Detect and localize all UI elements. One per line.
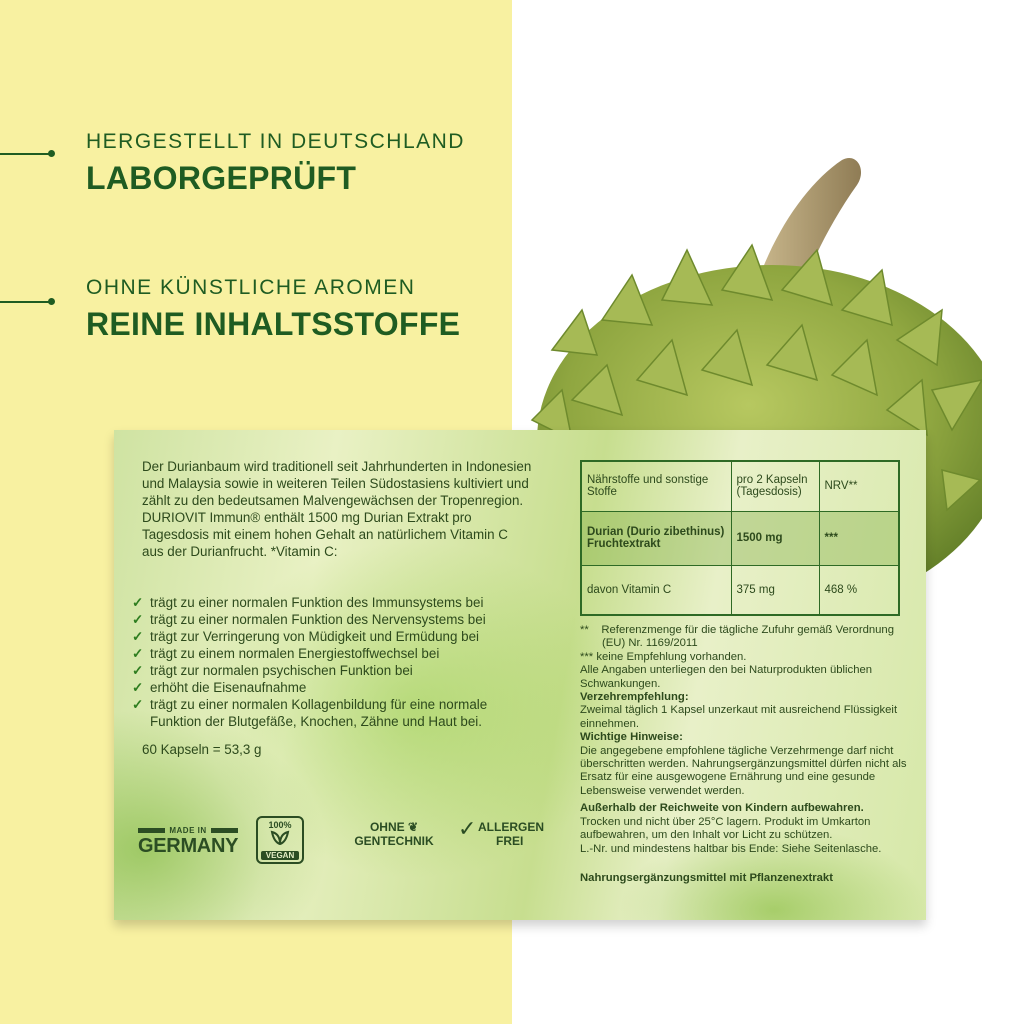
claim-dot bbox=[48, 150, 55, 157]
table-cell: 375 mg bbox=[731, 565, 819, 615]
badge-line-2: GENTECHNIK bbox=[354, 834, 434, 848]
vegan-leaf-icon bbox=[270, 830, 290, 846]
no-recommendation-note: *** keine Empfehlung vorhanden. bbox=[580, 650, 747, 663]
claim-subtitle: OHNE KÜNSTLICHE AROMEN bbox=[86, 276, 416, 299]
badge-line-1: OHNE bbox=[369, 820, 405, 834]
natural-variation-note: Alle Angaben unterliegen den bei Naturprodukten üblichen Schwankungen. bbox=[580, 664, 873, 690]
supplement-footer: Nahrungsergänzungsmittel mit Pflanzenextrakt bbox=[580, 871, 833, 884]
table-cell: Durian (Durio zibethinus) Fruchtextrakt bbox=[581, 511, 731, 565]
checkmark-icon: ✓ bbox=[132, 663, 144, 678]
badge-line-1: ALLERGEN bbox=[478, 820, 544, 834]
warning-text: Die angegebene empfohlene tägliche Verzehrmenge darf nicht überschritten werden. Nahrungsergänzungsmittel dürfen nicht als Ersatz für eine ausgewogene Ernährung und eine gesunde Lebensweise verwendet werden. bbox=[580, 744, 907, 797]
storage-text: Trocken und nicht über 25°C lagern. Produkt im Umkarton aufbewahren, um den Inhalt vor Licht zu schützen. bbox=[580, 815, 871, 842]
list-item: ✓ trägt zur normalen psychischen Funktion bei bbox=[132, 663, 413, 678]
checkmark-icon: ✓ bbox=[132, 680, 144, 695]
checkmark-icon: ✓ bbox=[458, 816, 477, 841]
list-item: ✓ trägt zu einer normalen Kollagenbildung für eine normale Funktion der Blutgefäße, Knochen, Zähne und Haut bei. bbox=[132, 697, 488, 729]
table-cell: 468 % bbox=[819, 565, 899, 615]
list-item: ✓ trägt zu einer normalen Funktion des Nervensystems bei bbox=[132, 612, 486, 627]
badges-row bbox=[138, 816, 544, 876]
claim-title: REINE INHALTSSTOFFE bbox=[86, 306, 461, 342]
checkmark-icon: ✓ bbox=[132, 629, 144, 644]
made-in-germany-badge bbox=[138, 826, 238, 857]
claim-dot bbox=[48, 298, 55, 305]
claim-line bbox=[0, 301, 52, 303]
list-item: ✓ trägt zu einer normalen Funktion des Immunsystems bei bbox=[132, 595, 484, 610]
ohne-gentechnik-badge bbox=[344, 820, 444, 848]
checkmark-icon: ✓ bbox=[132, 612, 144, 627]
lot-text: L.-Nr. und mindestens haltbar bis Ende: Siehe Seitenlasche. bbox=[580, 842, 882, 855]
table-header: Nährstoffe und sonstige Stoffe bbox=[581, 461, 731, 511]
list-item: ✓ trägt zur Verringerung von Müdigkeit und Ermüdung bei bbox=[132, 629, 480, 644]
benefits-list bbox=[132, 594, 542, 730]
warning-title: Wichtige Hinweise: bbox=[580, 731, 683, 744]
table-header: pro 2 Kapseln (Tagesdosis) bbox=[731, 461, 819, 511]
vegan-badge bbox=[256, 816, 304, 864]
badge-main-text: GERMANY bbox=[138, 835, 239, 857]
table-row bbox=[581, 565, 899, 615]
nutrition-table bbox=[580, 460, 900, 616]
kids-warning: Außerhalb der Reichweite von Kindern aufbewahren. bbox=[580, 802, 864, 815]
allergen-frei-badge bbox=[458, 816, 558, 848]
checkmark-icon: ✓ bbox=[132, 697, 144, 712]
dose-text: Zweimal täglich 1 Kapsel unzerkaut mit ausreichend Flüssigkeit einnehmen. bbox=[580, 704, 898, 730]
list-item: ✓ trägt zu einem normalen Energiestoffwechsel bei bbox=[132, 646, 440, 661]
checkmark-icon: ✓ bbox=[132, 646, 144, 661]
badge-bottom-text: VEGAN bbox=[261, 851, 299, 860]
badge-top-text: 100% bbox=[268, 820, 292, 830]
table-header: NRV** bbox=[819, 461, 899, 511]
reference-note: ** Referenzmenge für die tägliche Zufuhr gemäß Verordnung (EU) Nr. 1169/2011 bbox=[580, 624, 894, 650]
product-description: Der Durianbaum wird traditionell seit Jahrhunderten in Indonesien und Malaysia sowie in weiteren Teilen Südostasiens kultiviert und zählt zu den bedeutsamen Malvengewächsen der Tropenregion. DURIOVIT Immun® enthält 1500 mg Durian Extrakt pro Tagesdosis mit einem hohen Gehalt an natürlichem Vitamin C aus der Durianfrucht. *Vitamin C: bbox=[142, 459, 532, 559]
product-notes bbox=[580, 624, 910, 885]
table-row bbox=[581, 511, 899, 565]
capsule-count: 60 Kapseln = 53,3 g bbox=[142, 742, 262, 757]
table-cell: *** bbox=[819, 511, 899, 565]
checkmark-icon: ✓ bbox=[132, 595, 144, 610]
badge-top-text: MADE IN bbox=[169, 826, 207, 835]
claim-subtitle: HERGESTELLT IN DEUTSCHLAND bbox=[86, 130, 465, 153]
badge-line-2: FREI bbox=[496, 834, 524, 848]
list-item: ✓ erhöht die Eisenaufnahme bbox=[132, 680, 307, 695]
dose-title: Verzehrempfehlung: bbox=[580, 691, 689, 704]
claim-title: LABORGEPRÜFT bbox=[86, 160, 357, 196]
table-cell: 1500 mg bbox=[731, 511, 819, 565]
table-cell: davon Vitamin C bbox=[581, 565, 731, 615]
leaf-icon: ❦ bbox=[407, 820, 419, 834]
table-header-row bbox=[581, 461, 899, 511]
product-info-card bbox=[114, 430, 926, 920]
claim-line bbox=[0, 153, 52, 155]
